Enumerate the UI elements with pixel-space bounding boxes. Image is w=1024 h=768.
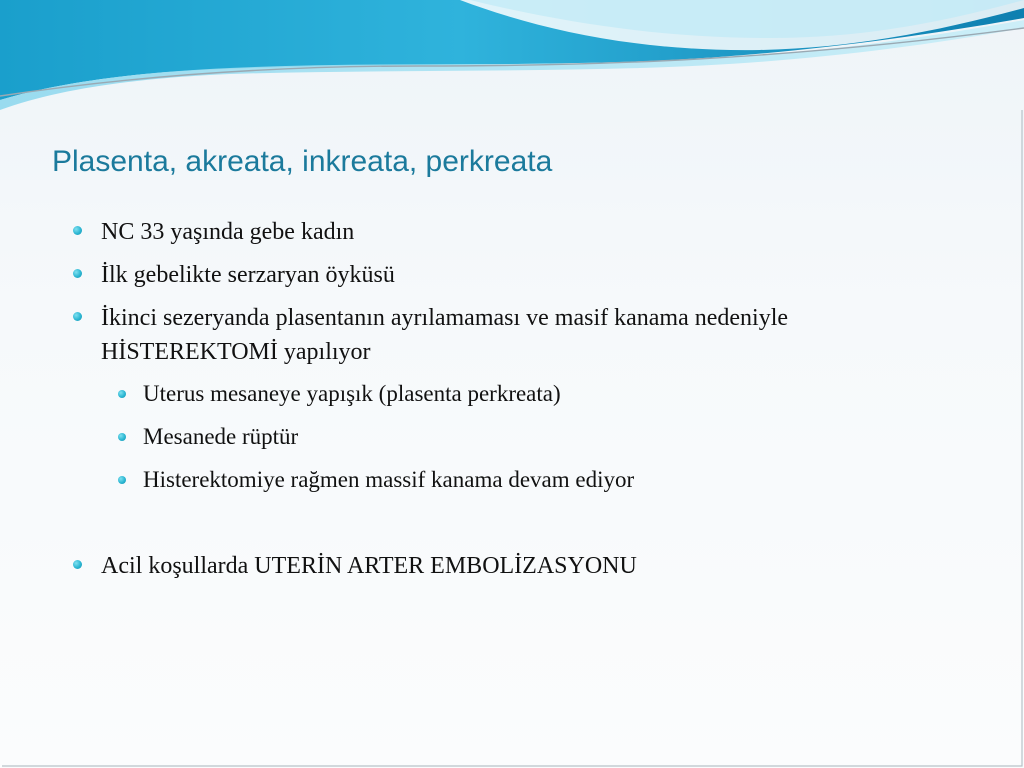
sub-bullet-item: Mesanede rüptür bbox=[143, 424, 299, 449]
bullet-dot-icon bbox=[73, 226, 82, 235]
bullet-item: NC 33 yaşında gebe kadın bbox=[101, 219, 355, 245]
bullet-dot-icon bbox=[73, 560, 82, 569]
slide-title: Plasenta, akreata, inkreata, perkreata bbox=[52, 145, 553, 178]
bullet-item: İlk gebelikte serzaryan öyküsü bbox=[101, 262, 395, 288]
bullet-item-continuation: HİSTEREKTOMİ yapılıyor bbox=[101, 339, 371, 365]
sub-bullet-item: Histerektomiye rağmen massif kanama devam ediyor bbox=[143, 467, 635, 492]
bullet-item: Acil koşullarda UTERİN ARTER EMBOLİZASYONU bbox=[101, 553, 637, 579]
sub-bullet-dot-icon bbox=[118, 476, 126, 484]
sub-bullet-dot-icon bbox=[118, 433, 126, 441]
sub-bullet-dot-icon bbox=[118, 390, 126, 398]
bullet-item: İkinci sezeryanda plasentanın ayrılamaması ve masif kanama nedeniyle bbox=[101, 305, 789, 331]
sub-bullet-item: Uterus mesaneye yapışık (plasenta perkreata) bbox=[143, 381, 561, 406]
bullet-dot-icon bbox=[73, 269, 82, 278]
bullet-dot-icon bbox=[73, 312, 82, 321]
